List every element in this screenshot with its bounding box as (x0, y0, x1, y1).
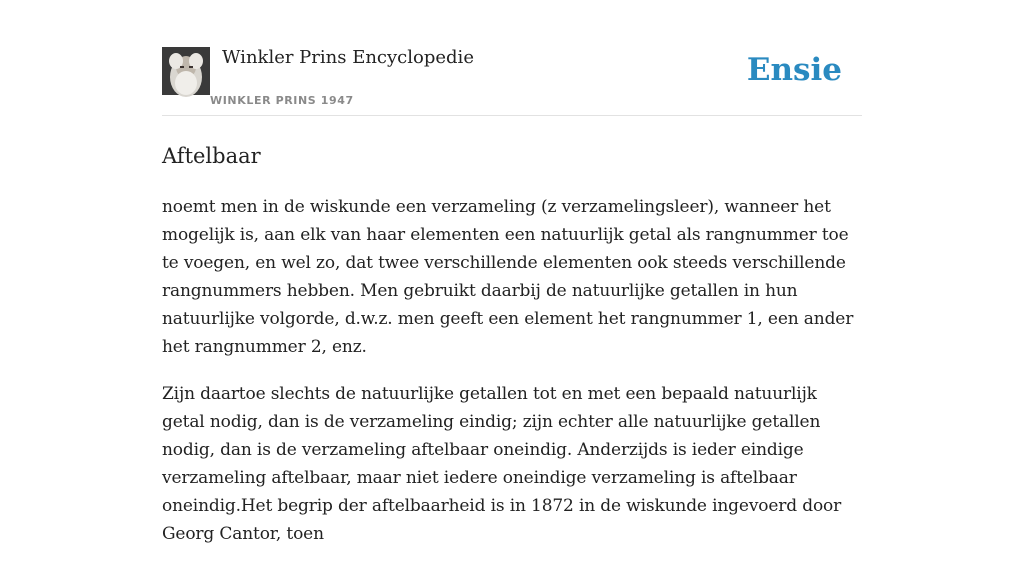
portrait-icon (162, 47, 210, 95)
source-title[interactable]: Winkler Prins Encyclopedie (222, 47, 474, 68)
brand-logo[interactable]: Ensie (746, 52, 842, 88)
avatar[interactable] (162, 47, 210, 95)
source-subtitle[interactable]: WINKLER PRINS 1947 (210, 94, 354, 107)
article-body (162, 193, 862, 548)
article-container (162, 0, 862, 567)
article-paragraph: Zijn daartoe slechts de natuurlijke getallen tot en met een bepaald natuurlijk getal nodig, dan is de verzameling eindig; zijn echter alle natuurlijke getallen nodig, dan is de verzameling aftelbaar oneindig. Anderzijds is ieder eindige verzameling aftelbaar, maar niet iedere oneindige verzameling is aftelbaar oneindig.Het begrip der aftelbaarheid is in 1872 in de wiskunde ingevoerd door Georg Cantor, toen (162, 384, 842, 544)
source-header (162, 0, 862, 116)
article-paragraph: noemt men in de wiskunde een verzameling (z verzamelingsleer), wanneer het mogelijk is, aan elk van haar elementen een natuurlijk getal als rangnummer toe te voegen, en wel zo, dat twee verschillende elementen ook steeds verschillende rangnummers hebben. Men gebruikt daarbij de natuurlijke getallen in hun natuurlijke volgorde, d.w.z. men geeft een element het rangnummer 1, een ander het rangnummer 2, enz. (162, 197, 854, 357)
article-title: Aftelbaar (162, 144, 261, 168)
